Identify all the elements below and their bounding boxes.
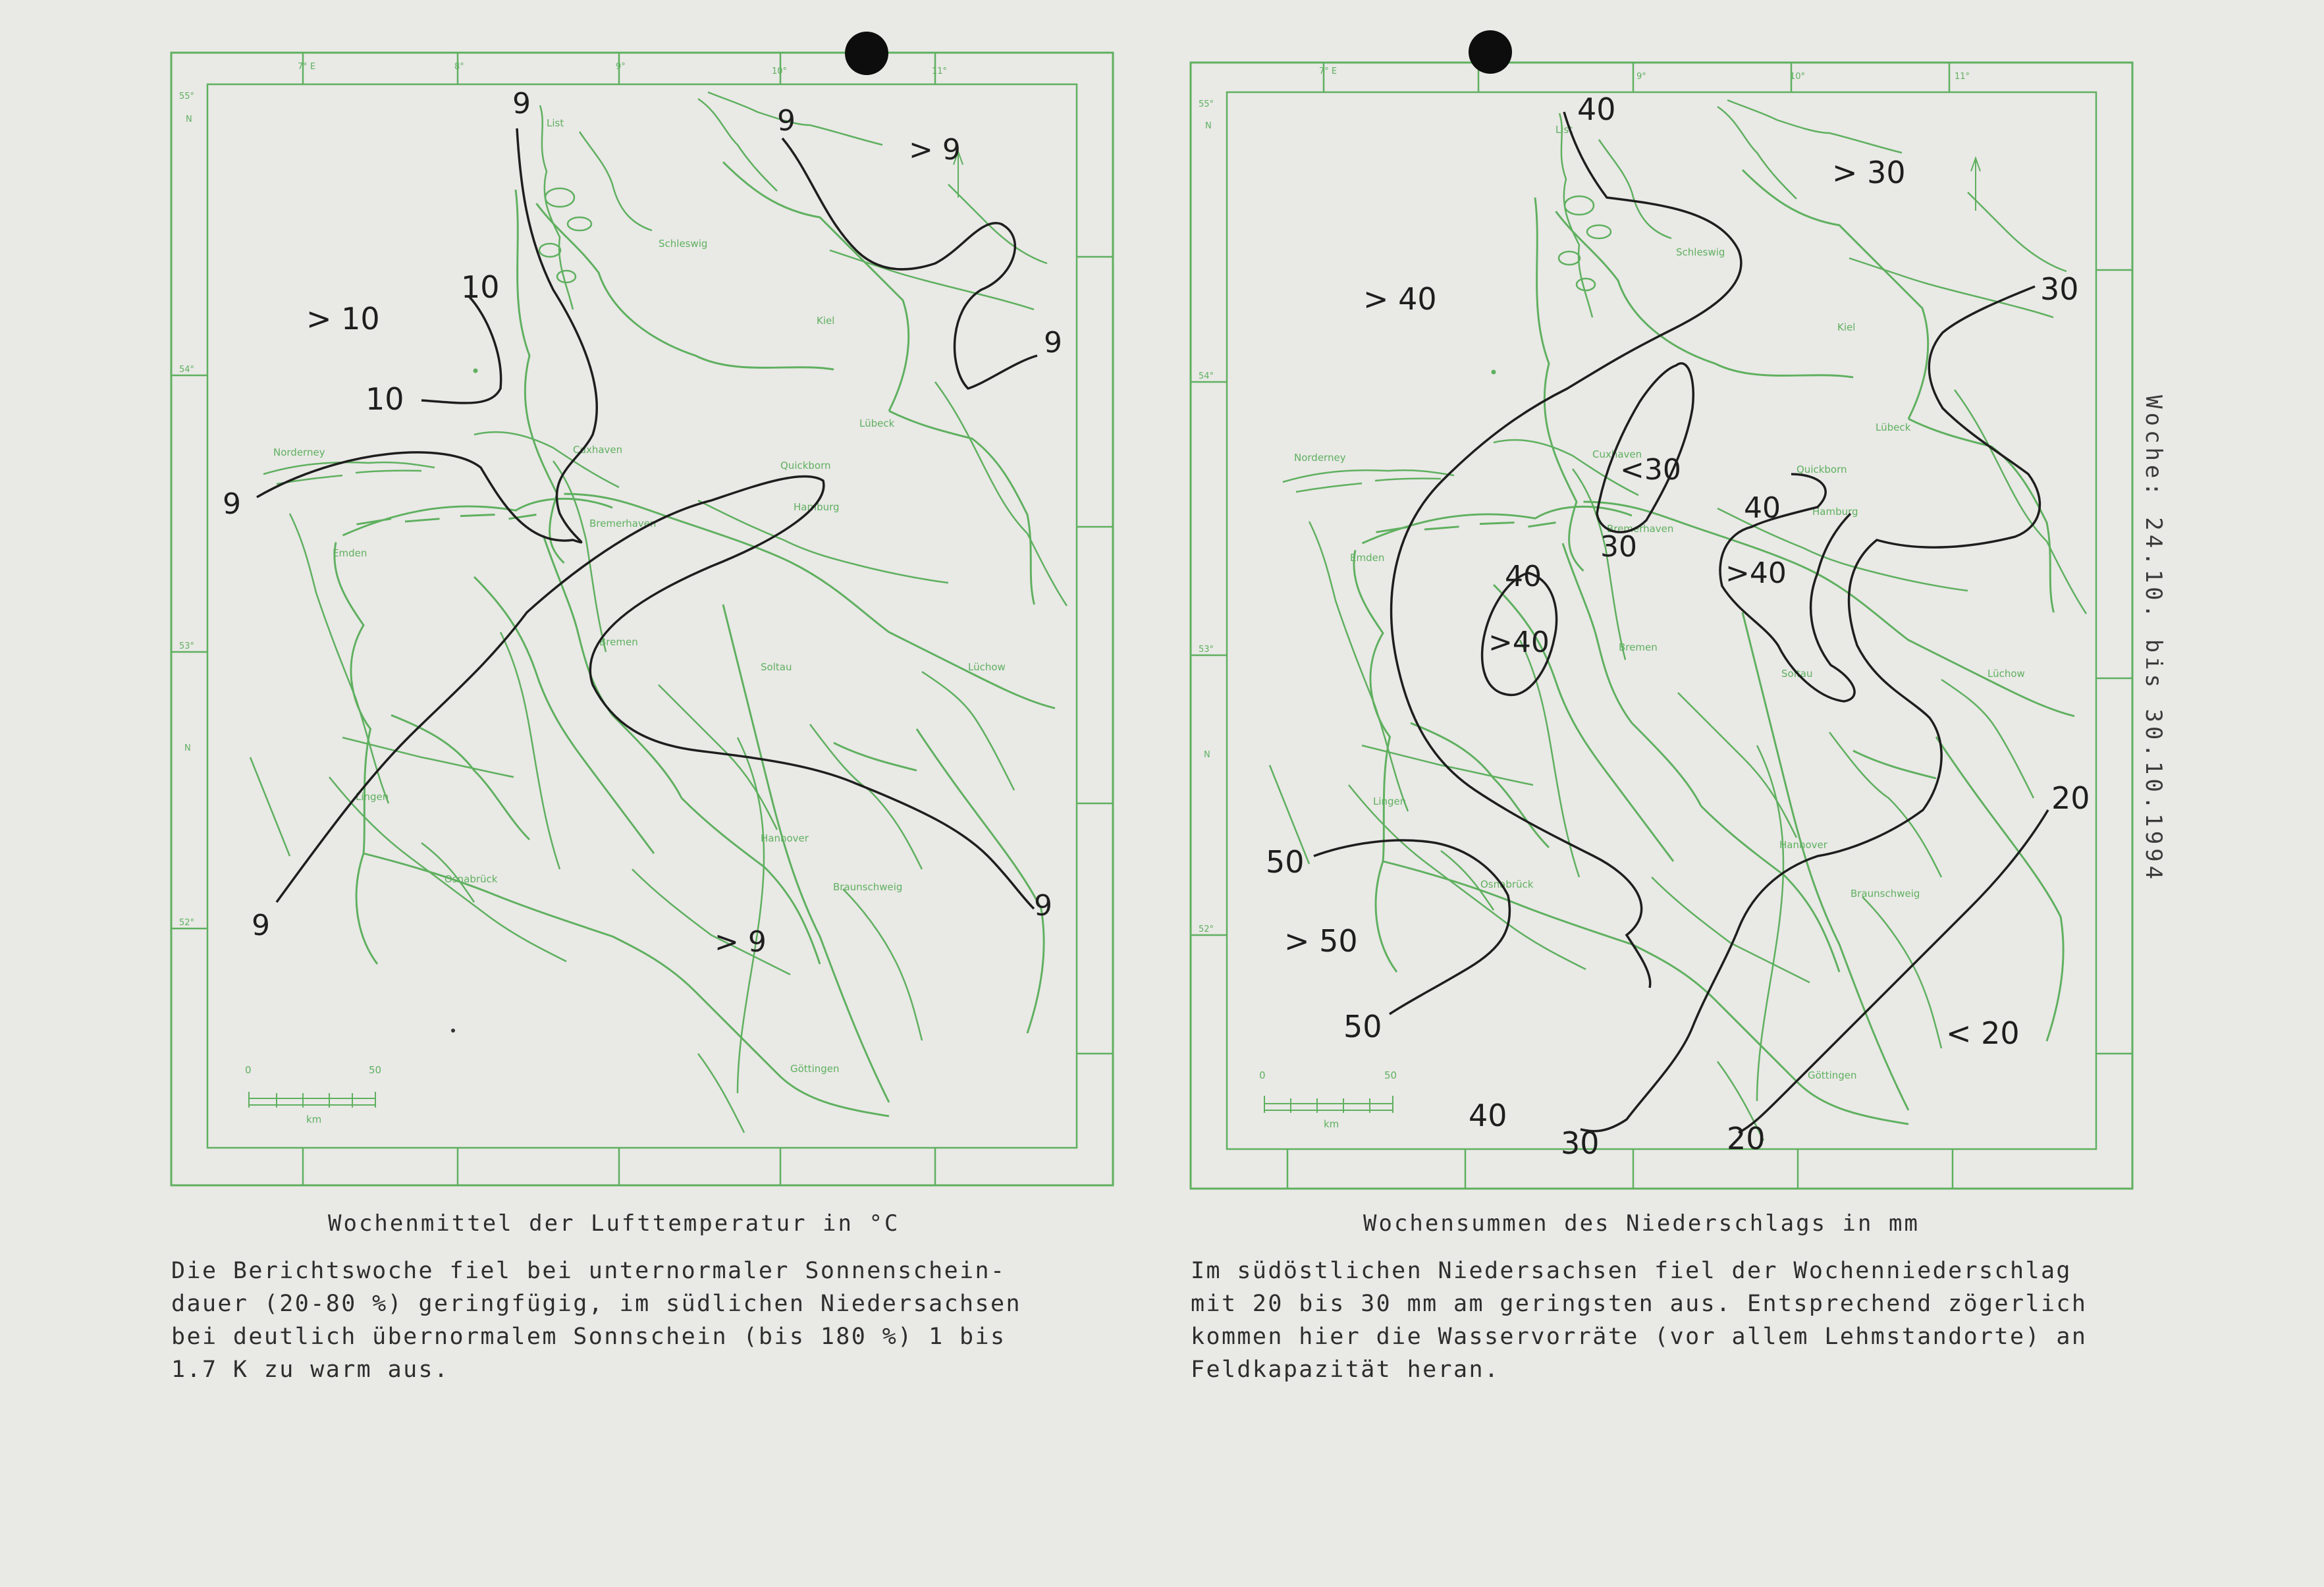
svg-text:km: km xyxy=(1324,1118,1339,1130)
right-isolines xyxy=(1314,112,2048,1133)
r-label-40-top: 40 xyxy=(1577,92,1616,127)
svg-text:0: 0 xyxy=(245,1064,252,1076)
city-kiel: Kiel xyxy=(817,315,835,327)
isoline-9-north xyxy=(782,138,1037,389)
iso-label-gt9-ne: > 9 xyxy=(909,133,961,167)
right-coord-55: 55° xyxy=(1199,99,1214,109)
right-map xyxy=(1191,63,2132,1189)
r-label-40-w: 40 xyxy=(1505,560,1542,593)
city-list: List xyxy=(547,117,564,129)
left-coord-9: 9° xyxy=(616,62,626,72)
right-coord-n1: N xyxy=(1205,121,1212,131)
r-label-gt30-ne: > 30 xyxy=(1832,155,1906,190)
r-label-gt40-nw: > 40 xyxy=(1363,281,1437,317)
r-city-hamburg: Hamburg xyxy=(1812,506,1858,518)
r-city-quickborn: Quickborn xyxy=(1797,464,1847,475)
iso-label-9-east: 9 xyxy=(1044,326,1062,360)
svg-text:km: km xyxy=(306,1114,322,1125)
right-coord-54: 54° xyxy=(1199,371,1214,381)
r-city-emden: Emden xyxy=(1350,552,1385,564)
iso-label-10-a: 10 xyxy=(461,269,500,305)
right-map-caption: Wochensummen des Niederschlags in mm xyxy=(1363,1210,1920,1237)
left-map-outer-frame xyxy=(171,53,1113,1185)
iso-label-gt10: > 10 xyxy=(306,301,380,336)
left-map xyxy=(171,53,1113,1185)
right-coord-11: 11° xyxy=(1955,72,1970,82)
svg-text:50: 50 xyxy=(1384,1069,1397,1081)
r-city-braunschweig: Braunschweig xyxy=(1851,888,1920,900)
left-coord-11: 11° xyxy=(932,67,948,76)
r-label-lt20: < 20 xyxy=(1946,1015,2020,1051)
svg-text:50: 50 xyxy=(369,1064,382,1076)
left-coord-7e: 7° E xyxy=(298,62,316,72)
city-luebeck: Lübeck xyxy=(859,417,895,429)
city-hamburg: Hamburg xyxy=(794,501,840,513)
left-map-caption: Wochenmittel der Lufttemperatur in °C xyxy=(328,1210,900,1237)
left-coord-53: 53° xyxy=(179,641,195,651)
iso-label-9-top: 9 xyxy=(512,87,531,121)
r-label-50-a: 50 xyxy=(1266,844,1305,880)
isoline-30-cuxhaven xyxy=(1597,363,1693,532)
r-city-luechow: Lüchow xyxy=(1987,668,2025,680)
left-coord-54: 54° xyxy=(179,365,195,375)
left-map-description: Die Berichtswoche fiel bei unternormaler Sonnenschein- dauer (20-80 %) geringfügig, im südlichen Niedersachsen bei deutlich übernormalem Sonnschein (bis 180 %) 1 bis 1.7 K zu warm aus. xyxy=(171,1258,1021,1383)
city-lingen: Lingen xyxy=(356,791,389,803)
r-label-gt40-hh: >40 xyxy=(1725,556,1787,590)
r-label-20-bottom: 20 xyxy=(1727,1121,1766,1156)
r-city-cuxhaven: Cuxhaven xyxy=(1592,448,1642,460)
iso-label-9-west: 9 xyxy=(223,487,241,521)
right-map-cities xyxy=(1294,124,2025,1081)
isoline-9-south-diagonal xyxy=(277,476,1034,909)
right-coord-9: 9° xyxy=(1636,72,1646,82)
r-city-bremerhaven: Bremerhaven xyxy=(1607,523,1674,535)
right-scale-bar xyxy=(1259,1069,1397,1130)
left-coord-10: 10° xyxy=(772,67,788,76)
iso-label-9-sw: 9 xyxy=(252,909,270,942)
iso-label-10-b: 10 xyxy=(365,381,404,417)
r-label-30-bottom: 30 xyxy=(1561,1125,1600,1161)
r-label-30-cux: 30 xyxy=(1600,530,1637,564)
r-label-40-hh: 40 xyxy=(1744,491,1781,525)
r-city-norderney: Norderney xyxy=(1294,452,1346,464)
city-schleswig: Schleswig xyxy=(659,238,708,250)
left-map-frame-ticks xyxy=(171,53,1113,1185)
r-label-40-bottom: 40 xyxy=(1469,1098,1507,1133)
city-norderney: Norderney xyxy=(273,446,325,458)
r-label-gt40-w: >40 xyxy=(1488,626,1550,659)
left-coord-55: 55° xyxy=(179,92,195,101)
right-coord-n2: N xyxy=(1204,750,1210,760)
r-label-lt30: <30 xyxy=(1620,453,1681,487)
iso-label-gt9-south: > 9 xyxy=(715,925,767,959)
punch-hole-right xyxy=(1469,30,1512,74)
r-city-schleswig: Schleswig xyxy=(1676,246,1725,258)
city-goettingen: Göttingen xyxy=(790,1063,840,1075)
r-city-luebeck: Lübeck xyxy=(1876,421,1911,433)
right-coord-53: 53° xyxy=(1199,645,1214,655)
svg-text:0: 0 xyxy=(1259,1069,1266,1081)
r-city-lingen: Lingen xyxy=(1373,795,1407,807)
iso-label-9-north: 9 xyxy=(777,104,796,138)
city-braunschweig: Braunschweig xyxy=(833,881,903,893)
r-label-30-e: 30 xyxy=(2040,271,2079,307)
right-map-description: Im südöstlichen Niedersachsen fiel der Wochenniederschlag mit 20 bis 30 mm am geringsten aus. Entsprechend zögerlich kommen hier die Wasservorräte (vor allem Lehmstandorte) an Feldkapazität heran. xyxy=(1191,1258,2088,1383)
right-station-dot xyxy=(1492,370,1496,375)
r-city-kiel: Kiel xyxy=(1837,321,1856,333)
city-bremen: Bremen xyxy=(599,636,638,648)
right-coord-52: 52° xyxy=(1199,925,1214,934)
left-station-dot xyxy=(473,369,478,373)
left-coord-52: 52° xyxy=(179,918,195,928)
city-cuxhaven: Cuxhaven xyxy=(573,444,623,456)
right-map-inner-frame xyxy=(1227,92,2096,1149)
left-coord-8: 8° xyxy=(454,62,464,72)
left-scale-bar xyxy=(245,1064,381,1125)
city-bremerhaven: Bremerhaven xyxy=(589,518,657,529)
r-city-goettingen: Göttingen xyxy=(1808,1069,1857,1081)
r-city-list: List xyxy=(1555,124,1573,136)
left-map-cities xyxy=(273,117,1006,1075)
city-osnabrueck: Osnabrück xyxy=(445,873,498,885)
r-label-gt50: > 50 xyxy=(1284,923,1358,959)
left-coord-n1: N xyxy=(186,115,192,124)
city-luechow: Lüchow xyxy=(968,661,1006,673)
r-city-hannover: Hannover xyxy=(1779,839,1827,851)
city-soltau: Soltau xyxy=(761,661,792,673)
city-emden: Emden xyxy=(333,547,367,559)
r-city-osnabrueck: Osnabrück xyxy=(1480,878,1534,890)
r-city-bremen: Bremen xyxy=(1619,641,1658,653)
isoline-40-main xyxy=(1392,112,1741,988)
isoline-20 xyxy=(1739,810,2048,1133)
r-label-50-b: 50 xyxy=(1343,1009,1382,1044)
right-coord-7e: 7° E xyxy=(1319,67,1338,76)
r-city-soltau: Soltau xyxy=(1781,668,1813,680)
r-label-20-top: 20 xyxy=(2051,780,2090,816)
week-label: Woche: 24.10. bis 30.10.1994 xyxy=(2140,395,2167,884)
left-map-inner-frame xyxy=(207,84,1077,1148)
city-hannover: Hannover xyxy=(761,832,809,844)
isoline-10-west xyxy=(421,296,501,403)
left-map-geography xyxy=(335,162,1055,1116)
left-coord-n2: N xyxy=(184,743,191,753)
iso-label-9-se: 9 xyxy=(1034,889,1052,923)
city-quickborn: Quickborn xyxy=(780,460,831,471)
left-dot-marker xyxy=(451,1029,455,1033)
punch-hole-left xyxy=(845,32,888,75)
right-coord-10: 10° xyxy=(1790,72,1806,82)
